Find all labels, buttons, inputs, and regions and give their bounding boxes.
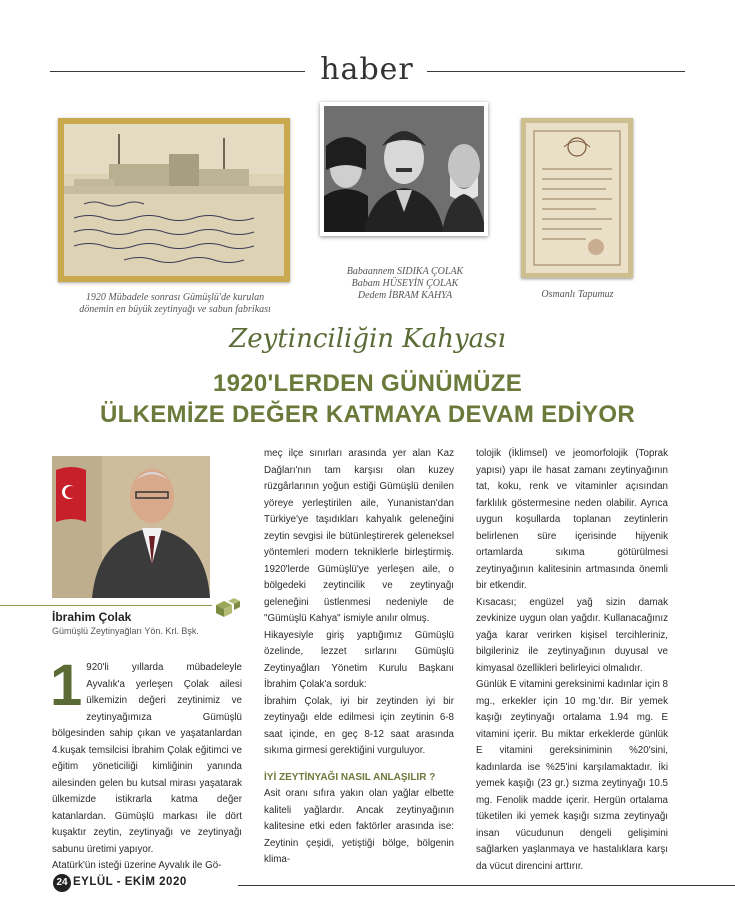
headline-line-2: ÜLKEMİZE DEĞER KATMAYA DEVAM EDİYOR (100, 401, 635, 428)
ottoman-deed-photo (521, 118, 633, 278)
author-portrait-photo (52, 456, 210, 598)
author-role: Gümüşlü Zeytinyağları Yön. Krl. Bşk. (52, 626, 199, 636)
family-portrait-illustration (324, 106, 484, 232)
deed-caption: Osmanlı Tapumuz (541, 289, 614, 300)
family-portrait-photo (320, 102, 488, 236)
section-label: haber (320, 52, 414, 87)
author-name: İbrahim Çolak (52, 610, 132, 624)
column1-paragraph-1: 920'li yıllarda mübadeleyle Ayvalık'a yerleşen Çolak ailesi ülkemizin değeri zeytinimiz ve zeytinyağımıza Gümüşlü bölgesinden sahip çıkan ve yaşatanlardan 4.kuşak temsilcisi İbrahim Çolak eğitimci ve eğitim yöneticiliği kimliğinin yanında ailesinden gelen bu kutsal mirası yaşatarak ülkemizde istikrarla katma değer katanlardan. Gümüşlü markası ile dört kuşaktır zeytin, zeytinyağı ve zeytinyağı sabunu üretimi yapıyor. (52, 662, 242, 855)
column3-paragraph-1: tolojik (İklimsel) ve jeomorfolojik (Toprak yapısı) yapı ile hasat zamanı zeytinyağının tat, koku, renk ve vitaminler açısından farklılık göstermesine neden olabilir. Ayrıca uygun koşullarda toplanan zeytinlerin belirlenen süre içerisinde hijyenik ortamlarda sıkıma götürülmesi zeytinyağının kalitesinin artmasında önemli bir etkendir. (476, 448, 668, 591)
issue-date: EYLÜL - EKİM 2020 (73, 876, 187, 888)
cube-ornament-icon (212, 597, 242, 619)
factory-caption: 1920 Mübadele sonrası Gümüşlü'de kurulan dönemin en büyük zeytinyağı ve sabun fabrikası (79, 292, 271, 315)
header-rule-left (50, 71, 305, 72)
author-portrait-illustration (52, 456, 210, 598)
family-caption: Babaannem SIDIKA ÇOLAK Babam HÜSEYİN ÇOLAK Dedem İBRAM KAHYA (346, 266, 464, 301)
column2-paragraph-4: Asit oranı sıfıra yakın olan yağlar elbette kaliteli yağlardır. Ancak zeytinyağının kalitesine etki eden faktörler arasında ise: Zeytinin çeşidi, yetiştiği bölge, bölgenin klima- (264, 788, 454, 865)
page-number: 24 (53, 874, 71, 892)
column2-paragraph-2: Hikayesiyle giriş yaptığımız Gümüşlü özelinde, lezzet sırlarını Gümüşlü Zeytinyağları Yönetim Kurulu Başkanı İbrahim Çolak'a sorduk: (264, 629, 454, 690)
column1-paragraph-2: Atatürk'ün isteği üzerine Ayvalık ile Gö- (52, 860, 222, 871)
author-divider (0, 605, 212, 606)
column2-paragraph-3: İbrahim Çolak, iyi bir zeytinden iyi bir zeytinyağı elde edilmesi için zeytinin 6-8 saat içinde, en geç 8-12 saat arasında sıkıma girmesi gerektiğini vurguluyor. (264, 695, 454, 756)
column2-paragraph-1: meç ilçe sınırları arasında yer alan Kaz Dağları'nın tam karşısı olan kuzey rüzgârlarının yoğun estiği Gümüşlü denilen yöreye yerleştirilen aile, Yunanistan'dan Türkiye'ye taşıdıkları kahyalık geleneğini zeytin sevgisi ile bütünleştirerek geleneksel yöntemleri modern tekniklerle birleştirmiş. 1920'lerde Gümüşlü'ye yerleşen aile, o bölgedeki zeytincilik ve zeytinyağı geleneğini üstlenmesi nedeniyle de "Gümüşlü Kahya" ismiyle anılır olmuş. (264, 448, 454, 624)
factory-postcard-illustration (64, 124, 284, 276)
article-column-2 (264, 446, 454, 869)
column3-paragraph-3: Günlük E vitamini gereksinimi kadınlar için 8 mg., erkekler için 10 mg.'dır. Bir yemek kaşığı zeytinyağı ortalama 1.94 mg. E vitamini içerir. Bu miktar erkeklerde günlük E vitamini gereksiniminin %20'sini, kadınlarda ise %25'ini karşılamaktadır. İki yemek kaşığı (23 gr.) sızma zeytinyağı 10.5 mg. Fenolik madde içerir. Hergün ortalama tüketilen iki yemek kaşığı sızma zeytinyağı insan vücudunun dengeli gelişimini sağlarken yaşlanmaya ve hastalıklara karşı da vücut direncini arttırır. (476, 679, 668, 872)
ottoman-deed-illustration (526, 123, 628, 273)
header-rule-right (427, 71, 685, 72)
drop-cap: 1 (50, 653, 83, 718)
headline-line-1: 1920'LERDEN GÜNÜMÜZE (212, 370, 523, 397)
article-column-1 (50, 653, 242, 875)
column2-subheading: İYİ ZEYTİNYAĞI NASIL ANLAŞILIR ? (264, 771, 436, 783)
script-title: Zeytinciliğin Kahyası (229, 324, 506, 354)
article-column-3 (476, 446, 668, 875)
factory-postcard-photo (58, 118, 290, 282)
column3-paragraph-2: Kısacası; engüzel yağ sizin damak zevkinize uygun olan yağdır. Kullanacağınız yağa karar verirken kişisel tercihleriniz, bilgileriniz ile zeytinyağının duyusal ve kimyasal özellikleri belirleyici olmalıdır. (476, 596, 668, 674)
footer-rule (238, 885, 735, 886)
